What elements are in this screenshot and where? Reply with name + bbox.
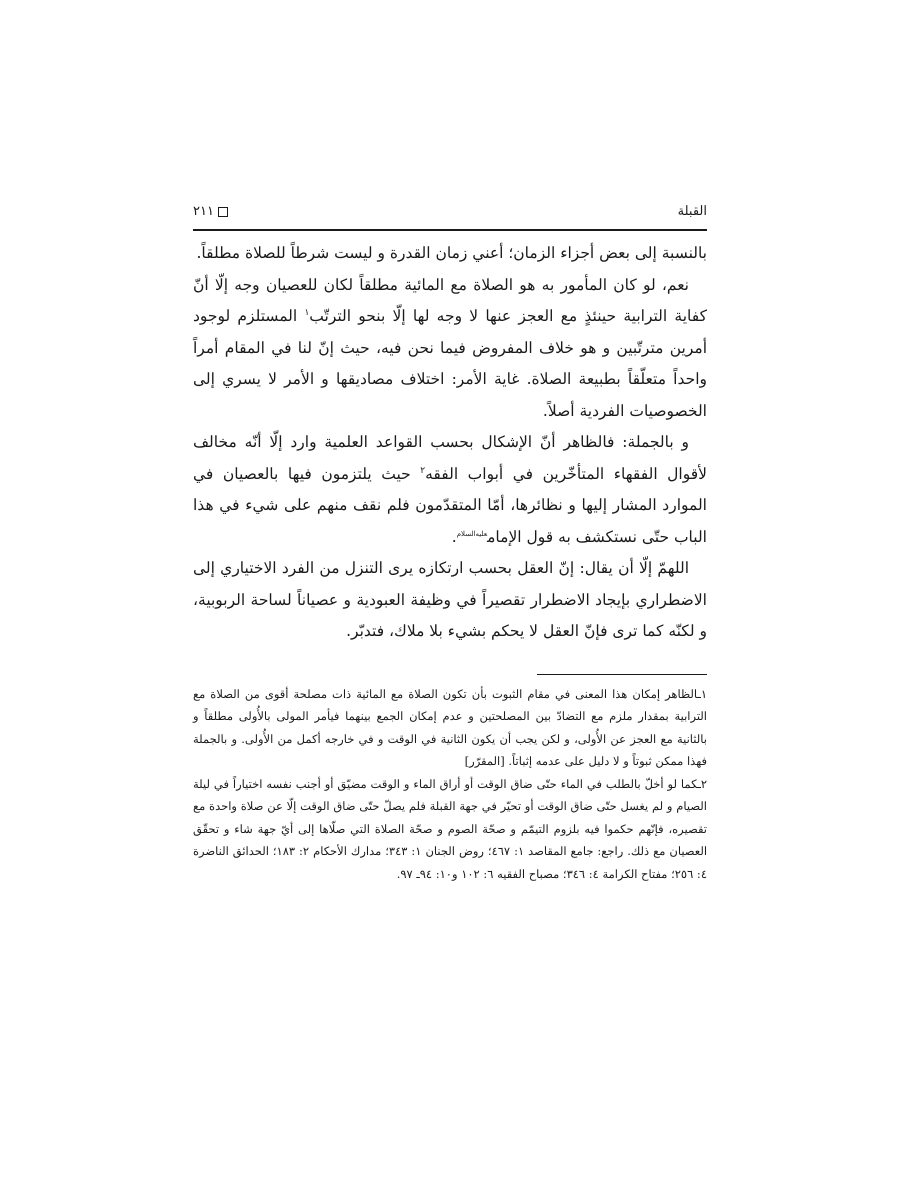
paragraph-2-tail: المستلزم لوجود أمرين مترتّبين و هو خلاف المفروض فيما نحن فيه، حيث إنّ لنا في المقام أمراً واحداً متعلّقاً بطبيعة الصلاة. غاية الأمر: اختلاف مصاديقها و الأمر لا يسري إلى الخصوصيات الفردية أصلاً. [193,307,707,420]
page-number-group [193,198,228,226]
paragraph-2-text: نعم، لو كان المأمور به هو الصلاة مع المائية مطلقاً لكان للعصيان وجه إلّا أنّ كفاية الترابية حينئذٍ مع العجز عنها لا وجه لها إلّا بنحو الترتّب [193,275,707,325]
page-number: ٢١١ [193,204,214,219]
paragraph-2 [193,270,707,428]
main-text [193,238,707,648]
running-head [193,198,707,226]
paragraph-3-end: . [451,527,457,546]
paragraph-4: اللهمّ إلّا أن يقال: إنّ العقل بحسب ارتكازه يرى التنزل من الفرد الاختياري إلى الاضطراري بإيجاد الاضطرار تقصيراً في وظيفة العبودية و عصياناً لساحة الربوبية، و لكنّه كما ترى فإنّ العقل لا يحكم بشيء بلا ملاك، فتدبّر. [193,559,707,640]
paragraph-1: بالنسبة إلى بعض أجزاء الزمان؛ أعني زمان القدرة و ليست شرطاً للصلاة مطلقاً. [196,244,707,262]
footnote-ref-2[interactable]: ٢ [420,465,426,476]
running-title: القبلة [677,204,707,219]
footnote-2-text: كما لو أخلّ بالطلب في الماء حتّى ضاق الوقت أو أراق الماء و الوقت مضيّق أو أجنب نفسه اختياراً في ليلة الصيام و لم يغسل حتّى ضاق الوقت أو تحيّر في جهة القبلة فلم يصلّ حتّى ضاق الوقت إلّا عن صلاة واحدة مع تقصيره، فإنّهم حكموا فيه بلزوم التيمّم و صحّة الصوم و صحّة الصلاة التي صلّاها إلى أيّ جهة شاء و تحقّق العصيان مع ذلك. راجع: جامع المقاصد ١: ٤٦٧؛ روض الجنان ١: ٣٤٣؛ مدارك الأحكام ٢: ١٨٣؛ الحدائق الناضرة ٤: ٢٥٦؛ مفتاح الكرامة ٤: ٣٤٦؛ مصباح الفقيه ٦: ١٠٢ و١٠: ٩٤ـ ٩٧. [193,776,708,881]
footnote-ref-1[interactable]: ١ [304,307,310,318]
footnote-2 [193,773,707,886]
book-page [193,198,707,885]
footnote-1 [193,683,707,773]
paragraph-3 [193,427,707,553]
footnote-1-text: الظاهر إمكان هذا المعنى في مقام الثبوت بأن تكون الصلاة مع المائية ذات مصلحة أقوى من الصلاة مع الترابية بمقدار ملزم مع التضادّ بين المصلحتين و عدم إمكان الجمع بينهما فيأمر المولى بالأُولى مطلقاً و بالثانية مع العجز عن الأُولى، و لكن يجب أن يكون الثانية في الوقت و في خارجه أكمل من الأُولى. و بالجملة فهذا ممكن ثبوتاً و لا دليل على عدمه إثباتاً. [193,686,707,768]
header-rule [193,229,707,231]
honorific: عليه‌السلام [456,529,488,538]
footnote-separator [537,674,707,675]
footnote-1-marker: ١ـ [697,686,707,701]
footnote-1-attribution: [المقرّر] [464,754,505,768]
square-box-icon [218,207,228,217]
paragraph-3-tail: حيث يلتزمون فيها بالعصيان في الموارد المشار إليها و نظائرها، أمّا المتقدّمون فلم نقف منهم على شيء في هذا الباب حتّى نستكشف به قول الإمام [193,464,707,546]
footnote-2-marker: ٢ـ [697,776,707,791]
paragraph-3-text: و بالجملة: فالظاهر أنّ الإشكال بحسب القواعد العلمية وارد إلّا أنّه مخالف لأقوال الفقهاء المتأخّرين في أبواب الفقه [193,433,707,483]
footnotes [193,683,707,886]
